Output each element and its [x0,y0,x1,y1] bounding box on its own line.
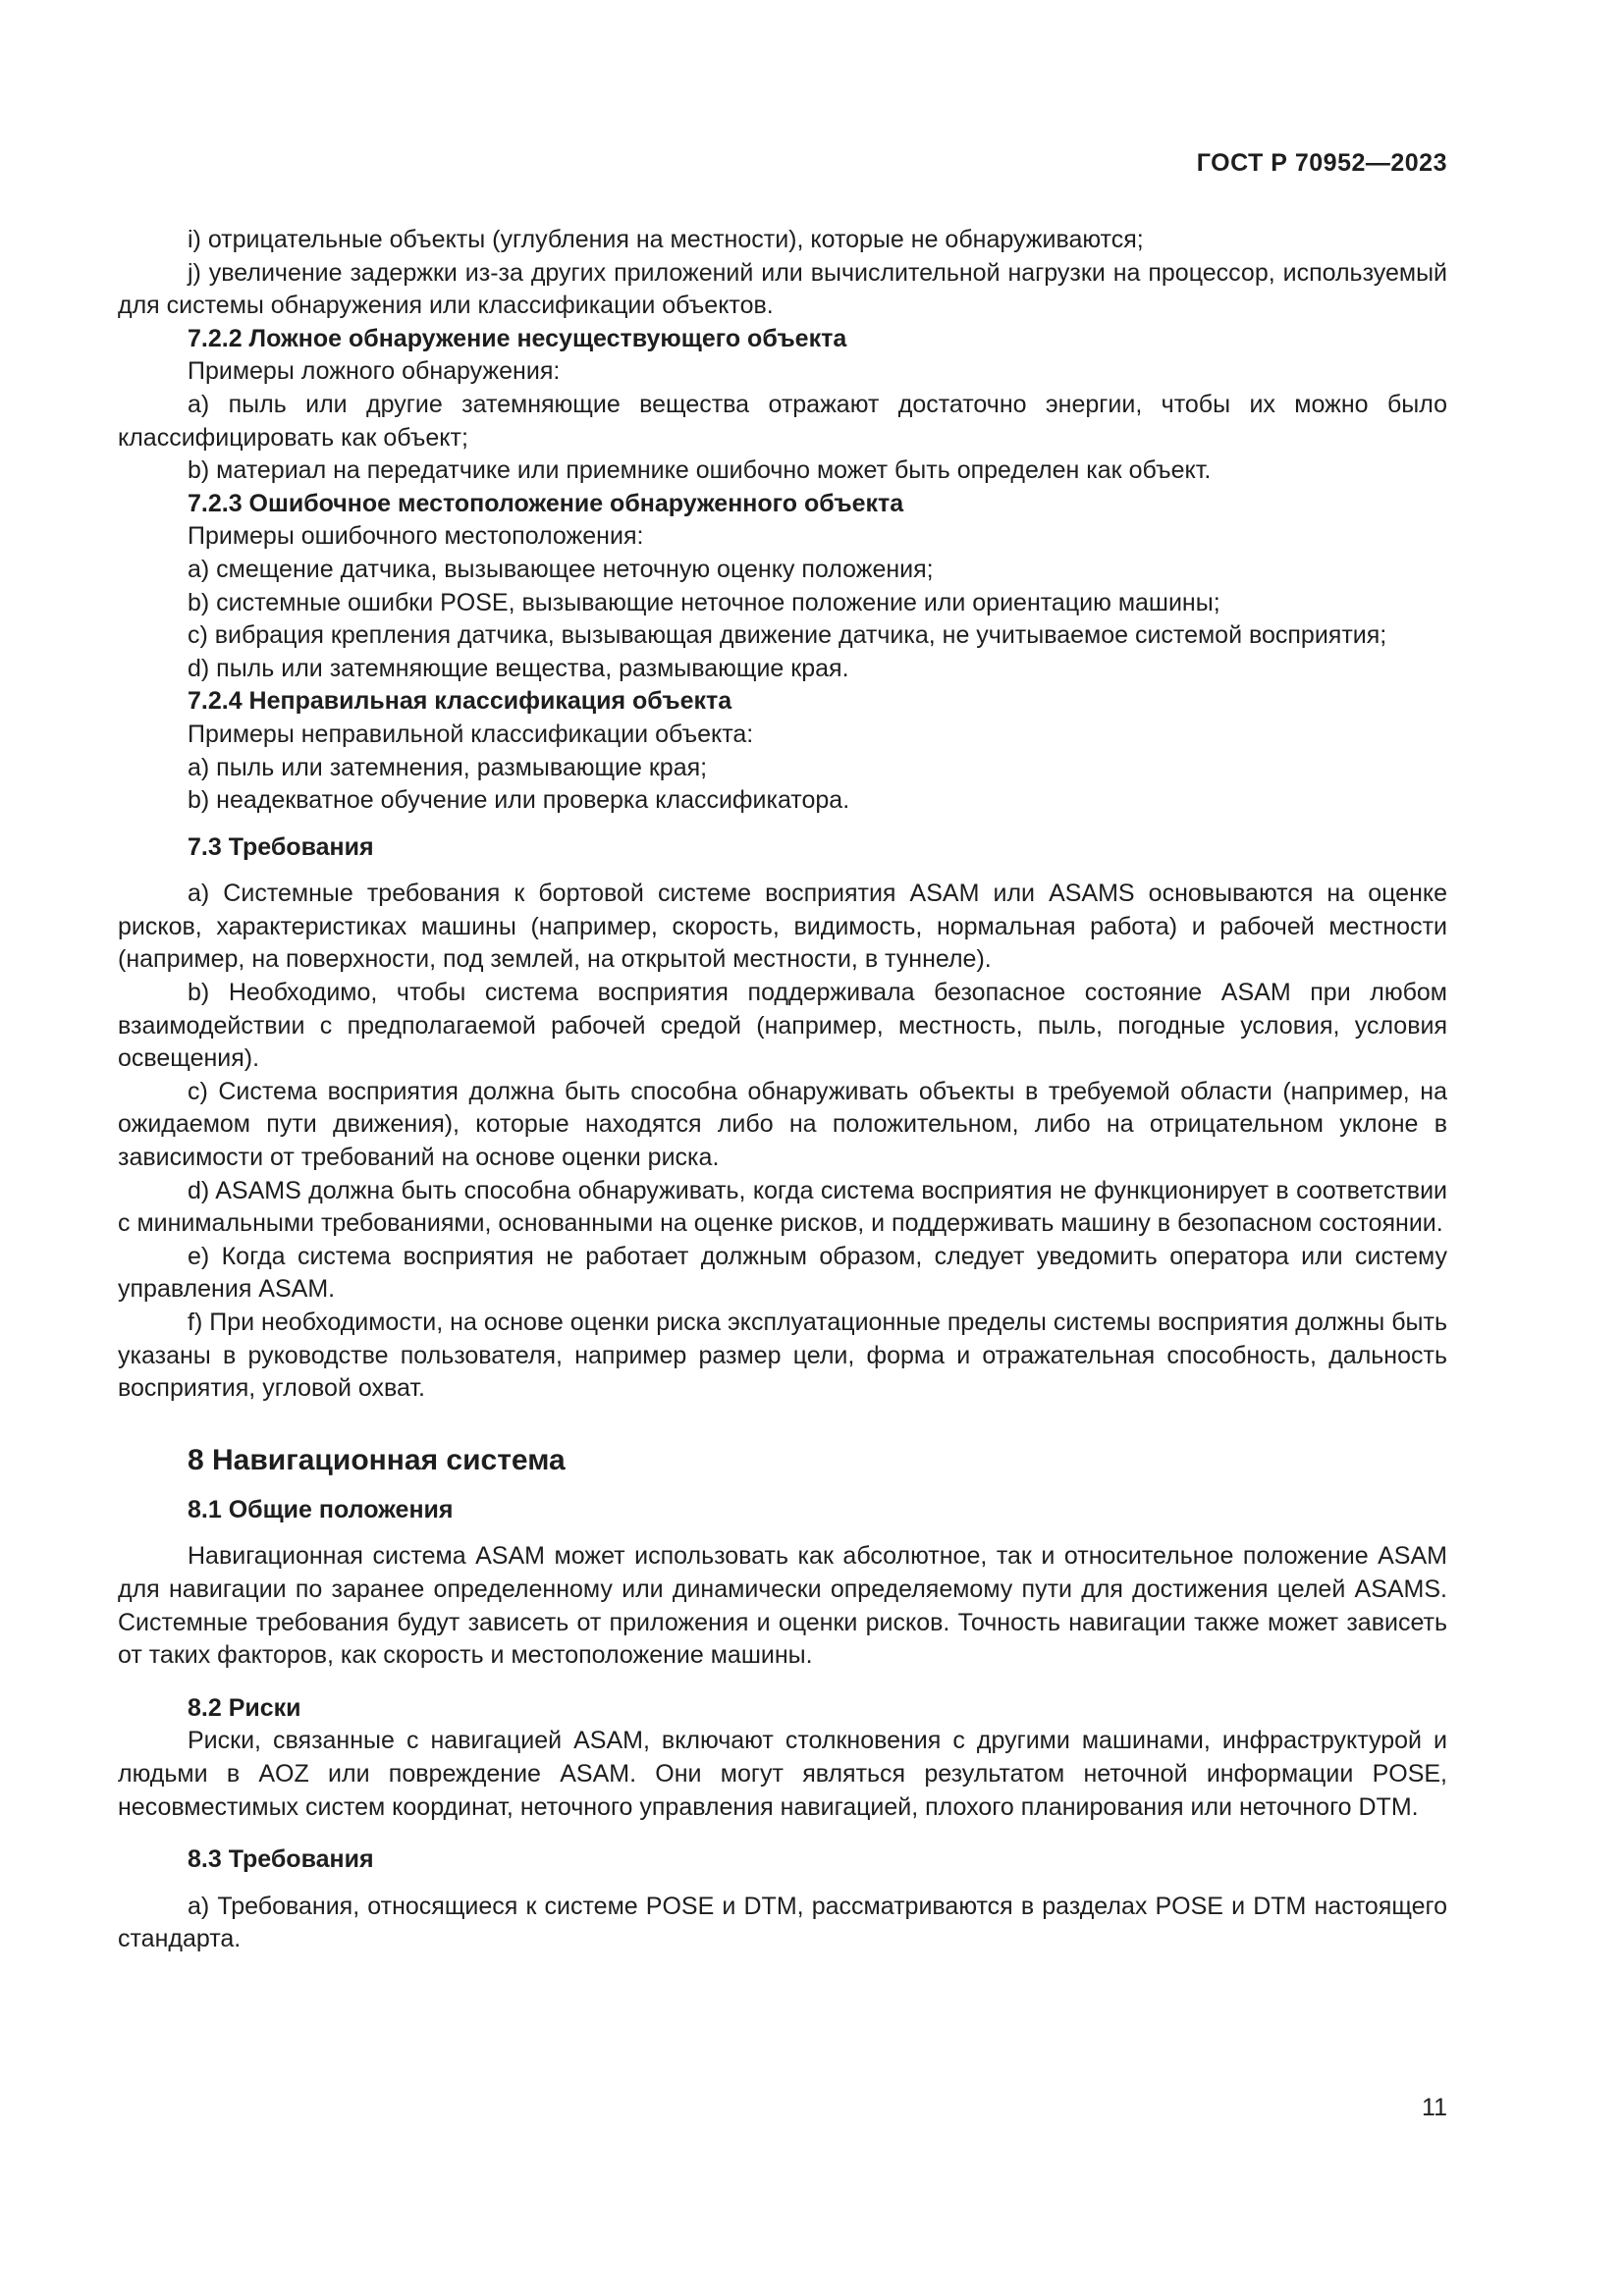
section-heading-7-3: 7.3 Требования [188,832,374,861]
list-item-b: b) материал на передатчике или приемнике ошибочно может быть определен как объект. [188,456,1212,485]
list-item-b: b) Необходимо, чтобы система восприятия поддерживала безопасное состояние ASAM при любом взаимодействии с предполагаемой рабочей средой (например, местность, пыль, погодные условия, условия освещения). [118,979,1447,1073]
subsection-heading-7-2-4: 7.2.4 Неправильная классификация объекта [188,687,732,716]
paragraph: Риски, связанные с навигацией ASAM, включают столкновения с другими машинами, инфраструктурой и людьми в AOZ или повреждение ASAM. Они могут являться результатом неточной информации POSE, несовместимых систем координат, неточного управления навигацией, плохого планирования или неточного DTM. [118,1727,1447,1821]
list-item-a: a) пыль или затемнения, размывающие края; [188,753,708,781]
list-item-i: i) отрицательные объекты (углубления на местности), которые не обнаруживаются; [188,226,1144,253]
list-item-b: b) неадекватное обучение или проверка классификатора. [188,786,850,815]
paragraph: Примеры ложного обнаружения: [188,357,561,386]
list-item-b: b) системные ошибки POSE, вызывающие неточное положение или ориентацию машины; [188,588,1220,616]
page-number: 11 [1422,2094,1447,2121]
paragraph: Навигационная система ASAM может использовать как абсолютное, так и относительное положение ASAM для навигации по заранее определенному или динамически определяемому пути для достижения целей ASAMS. Системные требования будут зависеть от приложения и оценки рисков. Точность навигации также может зависеть от таких факторов, как скорость и местоположение машины. [118,1542,1447,1670]
list-item-c: c) вибрация крепления датчика, вызывающая движение датчика, не учитываемое системой восприятия; [188,621,1387,650]
list-item-j: j) увеличение задержки из-за других приложений или вычислительной нагрузки на процессор, используемый для системы обнаружения или классификации объектов. [118,258,1447,320]
list-item-f: f) При необходимости, на основе оценки риска эксплуатационные пределы системы восприятия должны быть указаны в руководстве пользователя, например размер цели, форма и отражательная способность, дальность восприятия, угловой охват. [118,1308,1447,1403]
paragraph: Примеры неправильной классификации объекта: [188,720,754,748]
section-heading-8: 8 Навигационная система [188,1443,566,1476]
list-item-a: a) смещение датчика, вызывающее неточную оценку положения; [188,555,934,583]
subsection-heading-7-2-3: 7.2.3 Ошибочное местоположение обнаруженного объекта [188,489,904,517]
list-item-d: d) пыль или затемняющие вещества, размывающие края. [188,654,849,682]
paragraph: Примеры ошибочного местоположения: [188,522,644,551]
list-item-d: d) ASAMS должна быть способна обнаруживать, когда система восприятия не функционирует в соответствии с минимальными требованиями, основанными на оценке рисков, и поддерживать машину в безопасном состоянии. [118,1176,1447,1238]
list-item-a: a) Системные требования к бортовой системе восприятия ASAM или ASAMS основываются на оценке рисков, характеристиках машины (например, скорость, видимость, нормальная работа) и рабочей местности (например, на поверхности, под землей, на открытой местности, в туннеле). [118,880,1447,974]
list-item-a: a) пыль или другие затемняющие вещества отражают достаточно энергии, чтобы их можно было классифицировать как объект; [118,390,1447,452]
subsection-heading-8-3: 8.3 Требования [188,1845,374,1874]
list-item-a: a) Требования, относящиеся к системе POSE и DTM, рассматриваются в разделах POSE и DTM настоящего стандарта. [118,1892,1447,1953]
subsection-heading-8-2: 8.2 Риски [188,1693,301,1722]
document-body [118,224,1447,1956]
subsection-heading-8-1: 8.1 Общие положения [188,1495,454,1523]
list-item-c: c) Система восприятия должна быть способна обнаруживать объекты в требуемой области (например, на ожидаемом пути движения), которые находятся либо на положительном, либо на отрицательном уклоне в зависимости от требований на основе оценки риска. [118,1077,1447,1172]
document-header: ГОСТ Р 70952—2023 [1196,149,1447,177]
subsection-heading-7-2-2: 7.2.2 Ложное обнаружение несуществующего объекта [188,324,847,352]
list-item-e: e) Когда система восприятия не работает должным образом, следует уведомить оператора или систему управления ASAM. [118,1242,1447,1304]
